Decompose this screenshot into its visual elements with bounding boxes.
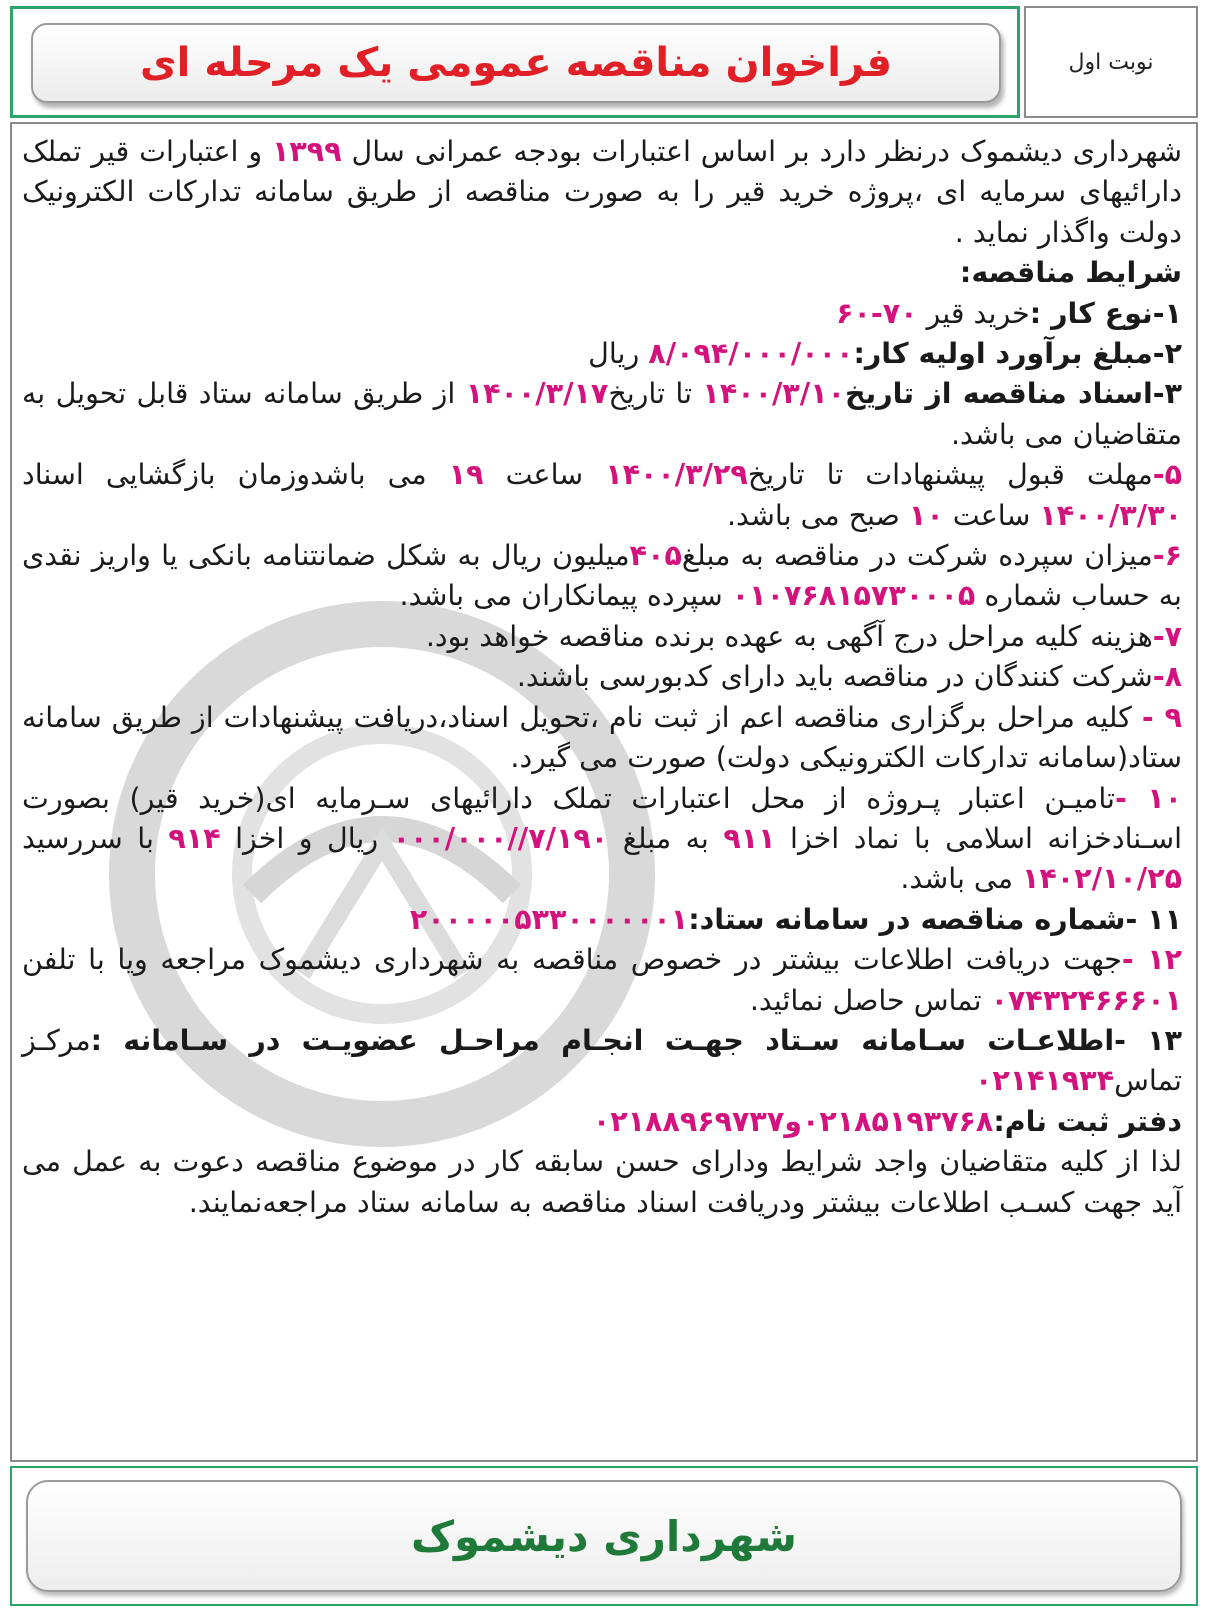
item-estimate [22, 334, 1182, 374]
notice-body [10, 122, 1198, 1462]
conditions-heading: شرایط مناقصه: [959, 256, 1182, 290]
item-text: با سررسید [22, 821, 169, 855]
call-center-phone: ۰۲۱۴۱۹۳۴ [974, 1064, 1115, 1098]
publication-round: نوبت اول [1068, 49, 1154, 75]
item-work-type [22, 294, 1182, 334]
item-label: ۸- [1152, 660, 1182, 694]
item-text: مهلت قبول پیشنهادات تا تاریخ [747, 458, 1153, 492]
item-text: میلیون ریال به شکل ضمانتنامه بانکی یا واریز نقدی به حساب شماره [22, 539, 1182, 613]
item-text: می باشدوزمان بازگشایی اسناد [22, 458, 449, 492]
tender-number: ۲۰۰۰۰۰۵۳۳۰۰۰۰۰۰۱ [409, 902, 689, 936]
item-text: ساعت [943, 498, 1040, 532]
item-label: دفتر ثبت نام: [993, 1104, 1182, 1138]
bitumen-grade: ۷۰-۶۰ [836, 296, 918, 330]
item-label: ۱۳ -اطلاعـات سـامانه سـتاد جهـت انجـام مراحـل عضویـت در سـامانه : [90, 1023, 1182, 1057]
item-documents [22, 374, 1182, 455]
item-text: سپرده پیمانکاران می باشد. [399, 579, 732, 613]
item-text: ریال و اخزا [220, 821, 393, 855]
issuer-name: شهرداری دیشموک [411, 1511, 797, 1561]
item-deadline [22, 455, 1182, 536]
estimate-amount: ۸/۰۹۴/۰۰۰/۰۰۰ [648, 337, 854, 371]
item-funding [22, 779, 1182, 900]
maturity-date: ۱۴۰۲/۱۰/۲۵ [1022, 862, 1182, 896]
item-registration-office [22, 1102, 1182, 1142]
item-text: تماس حاصل نمائید. [749, 983, 991, 1017]
documents-from-date: ۱۴۰۰/۳/۱۰ [702, 377, 846, 411]
item-label: ۶- [1152, 539, 1182, 573]
documents-to-date: ۱۴۰۰/۳/۱۷ [465, 377, 609, 411]
opening-date: ۱۴۰۰/۳/۳۰ [1039, 498, 1182, 532]
item-label: ۷- [1152, 619, 1182, 653]
deposit-amount: ۴۰۵ [629, 539, 682, 573]
deadline-hour: ۱۹ [448, 458, 484, 492]
intro-text-1: شهرداری دیشموک درنظر دارد بر اساس اعتبارات بودجه عمرانی سال [341, 135, 1182, 168]
item-label: ۱-نوع کار : [1029, 296, 1182, 330]
item-text: خرید قیر [917, 296, 1030, 330]
item-text: به مبلغ [608, 821, 724, 855]
item-label: ۹ - [1141, 700, 1182, 734]
item-label: ۱۱ -شماره مناقصه در سامانه ستاد: [688, 902, 1182, 936]
registration-phones: ۰۲۱۸۵۱۹۳۷۶۸و۰۲۱۸۸۹۶۹۷۳۷ [592, 1104, 994, 1138]
item-setad-info [22, 1021, 1182, 1102]
notice-title: فراخوان مناقصه عمومی یک مرحله ای [140, 40, 893, 86]
item-text: مرکـز تماس [22, 1023, 1182, 1098]
item-text: شرکت کنندگان در مناقصه باید دارای کدبورسی باشند. [516, 660, 1153, 694]
account-number: ۰۱۰۷۶۸۱۵۷۳۰۰۰۵ [731, 579, 976, 613]
currency-unit: ریال [588, 337, 649, 371]
notice-header [10, 6, 1198, 122]
tender-notice [10, 6, 1198, 1606]
item-text: می باشد. [900, 862, 1023, 896]
item-label: ۲-مبلغ برآورد اولیه کار: [853, 337, 1182, 371]
treasury-symbol-1: ۹۱۱ [723, 821, 776, 855]
item-text: کلیه مراحل برگزاری مناقصه اعم از ثبت نام ،تحویل اسناد،دریافت پیشنهادات از طریق سامانه ستاد(سامانه تدارکات الکترونیکی دولت) صورت می گیرد. [22, 700, 1182, 775]
notice-footer [10, 1466, 1198, 1606]
item-text: صبح می باشد. [727, 498, 909, 532]
item-text: جهت دریافت اطلاعات بیشتر در خصوص مناقصه به شهرداری دیشموک مراجعه ویا با تلفن [22, 943, 1122, 977]
item-text: از طریق سامانه ستاد قابل تحویل به متقاضیان می باشد. [22, 377, 1182, 451]
contact-phone: ۰۷۴۳۲۴۶۶۶۰۱ [990, 983, 1182, 1017]
item-tender-number [22, 900, 1182, 940]
item-stock-code [22, 657, 1182, 697]
intro-text-2: و اعتبارات قیر تملک دارائیهای سرمایه ای ،پروژه خرید قیر را به صورت مناقصه از طریق سامانه تدارکات الکترونیک دولت واگذار نماید . [22, 135, 1182, 249]
item-process [22, 698, 1182, 779]
footer-box [26, 1480, 1182, 1592]
item-ad-cost [22, 617, 1182, 657]
item-text: تا تاریخ [608, 377, 703, 411]
title-box [31, 23, 1001, 103]
round-box [1024, 6, 1198, 118]
closing-paragraph: لذا از کلیه متقاضیان واجد شرایط ودارای حسن سابقه کار در موضوع مناقصه دعوت به عمل می آید جهت کسـب اطلاعات بیشتر ودریافت اسناد مناقصه به سامانه ستاد مراجعه‌نمایند. [22, 1145, 1182, 1219]
opening-hour: ۱۰ [908, 498, 944, 532]
item-contact [22, 940, 1182, 1021]
item-text: تامیـن اعتبار پـروژه از محل اعتبارات تملک دارائیهای سـرمایه ای(خرید قیر) بصورت اسـنادخزانه اسلامی با نماد اخزا [22, 781, 1183, 855]
item-label: ۱۰ - [1114, 781, 1182, 815]
item-text: میزان سپرده شرکت در مناقصه به مبلغ [681, 539, 1153, 573]
treasury-symbol-2: ۹۱۴ [168, 821, 221, 855]
item-label: ۵- [1152, 458, 1182, 492]
item-deposit [22, 536, 1182, 617]
intro-paragraph [22, 132, 1182, 253]
item-label: ۱۲ - [1121, 943, 1182, 977]
item-text: ساعت [483, 458, 606, 492]
funding-amount: ۷/۱۹۰//۰۰۰/۰۰۰ [392, 821, 609, 855]
deadline-date: ۱۴۰۰/۳/۲۹ [605, 458, 748, 492]
item-label: ۳-اسناد مناقصه از تاریخ [845, 377, 1183, 411]
title-frame [10, 6, 1020, 118]
notice-content [12, 124, 1196, 1223]
budget-year: ۱۳۹۹ [272, 135, 342, 168]
item-text: هزینه کلیه مراحل درج آگهی به عهده برنده مناقصه خواهد بود. [425, 619, 1153, 653]
